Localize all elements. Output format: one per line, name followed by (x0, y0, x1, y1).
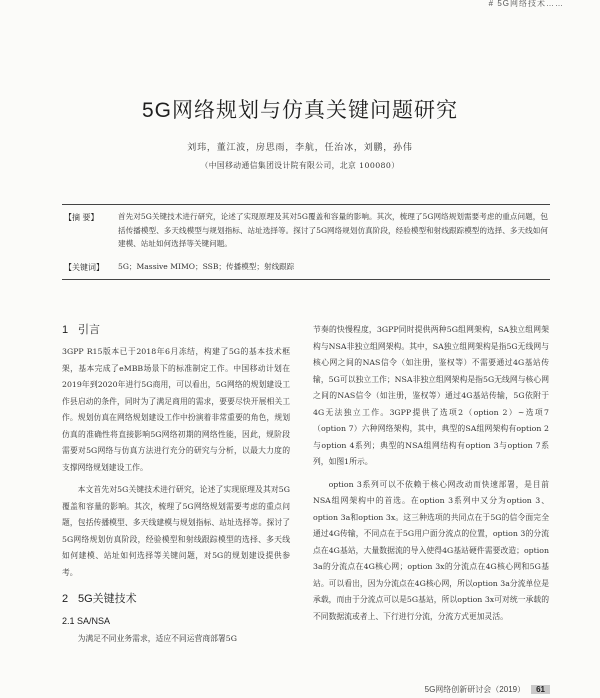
paragraph-sa-nsa-2: 节奏的快慢程度，3GPP同时提供两种5G组网架构，SA独立组网架构与NSA非独立组网架构。其中，SA独立组网架构是指5G无线网与核心网之间的NAS信令（如注册，鉴权等）不需要通过4G基站传输，5G可以独立工作；NSA非独立组网架构是指5G无线网与核心网之间的NAS信令（如注册，鉴权等）通过4G基站传输，5G依附于4G无法独立工作。3GPP提供了选项2（option 2）~选项7（option 7）六种网络架构，其中，典型的SA组网架构有option 2与option 4系列；典型的NSA组网结构有option 3与option 7系列，如图1所示。 (313, 325, 549, 466)
left-column (62, 322, 290, 654)
paragraph-sa-nsa-1: 为满足不同业务需求，适应不同运营商部署5G (77, 634, 237, 643)
paragraph-intro-1: 3GPP R15版本已于2018年6月冻结，构建了5G的基本技术框架，基本完成了eMBB场景下的标准制定工作。中国移动计划在2019年到2020年进行5G商用，可以看出，5G网络的规划建设工作县启动的条件，同时为了满足商用的需求，要要尽快开展相关工作。规划仿真在网络规划建设工作中扮演着非常重要的角色，规划仿真的准确性将直接影响5G网络初期的网络性能，因此，规阶段需要对5G网络与仿真方法进行充分的研究与分析，以最大力度的支撑网络规划建设工作。 (62, 347, 290, 472)
affiliation-line: （中国移动通信集团设计院有限公司，北京 100080） (200, 161, 400, 170)
section-1-number: 1 (62, 324, 69, 336)
page-number: 61 (531, 685, 550, 694)
footer-text: 5G网络创新研讨会（2019） (424, 685, 526, 694)
section-2-title: 5G关键技术 (78, 593, 137, 605)
abstract-text: 首先对5G关键技术进行研究，论述了实现原理及其对5G覆盖和容量的影响。其次，梳理了5G网络规划需要考虑的重点问题，包括传播模型、多天线模型与规划指标、站址选择等。探讨了5G网络规划仿真阶段，经验模型和射线跟踪模型的选择、多天线如何建模、站址如何选择等关键问题。 (118, 212, 548, 248)
section-2-heading (62, 591, 290, 607)
paragraph-intro-2: 本文首先对5G关键技术进行研究，论述了实现原理及其对5G覆盖和容量的影响。其次，梳理了5G网络规划需要考虑的重点问题，包括传播模型、多天线建模与规划指标、站址选择等。探讨了5G网络规划仿真阶段，经验模型和射线跟踪模型的选择、多天线如何建模、站址如何选择等关键问题，对5G的规划建设提供参考。 (62, 485, 290, 577)
keywords-text: 5G；Massive MIMO；SSB；传播模型；射线跟踪 (118, 262, 295, 271)
abstract-label: 【摘 要】 (64, 213, 99, 222)
section-2-number: 2 (62, 593, 69, 605)
section-1-heading (62, 322, 290, 338)
authors-line: 刘玮，董江波，房思雨，李航，任治冰，刘鹏，孙伟 (187, 143, 413, 153)
abstract-bottom-rule (62, 279, 550, 280)
subsection-2-1-heading: 2.1 SA/NSA (62, 616, 111, 626)
keywords-label: 【关键词】 (64, 263, 104, 272)
paper-title: 5G网络规划与仿真关键问题研究 (141, 99, 458, 122)
section-1-title: 引言 (78, 324, 100, 336)
running-head: # 5G网络技术…… (488, 0, 564, 8)
right-column (313, 322, 549, 631)
abstract-top-rule (62, 204, 550, 205)
page-footer (425, 684, 550, 698)
paragraph-option3: option 3系列可以不依赖于核心网改动而快速部署，是目前NSA组网架构中的首选。在option 3系列中又分为option 3、option 3a和option 3x。这三种选项的共同点在于5G的信令面完全通过4G传输，不同点在于5G用户面分流点的位置，option 3的分流点在4G基站，大量数据流的导入使得4G基站硬件需要改造；option 3a的分流点在4G核心网；option 3x的分流点在4G核心网和5G基站。可以看出，因为分流点在4G核心网，所以option 3a分流单位是承载，而由于分流点可以是5G基站，所以option 3x可对统一承载的不同数据流或者上、下行进行分流，分流方式更加灵活。 (313, 479, 549, 621)
